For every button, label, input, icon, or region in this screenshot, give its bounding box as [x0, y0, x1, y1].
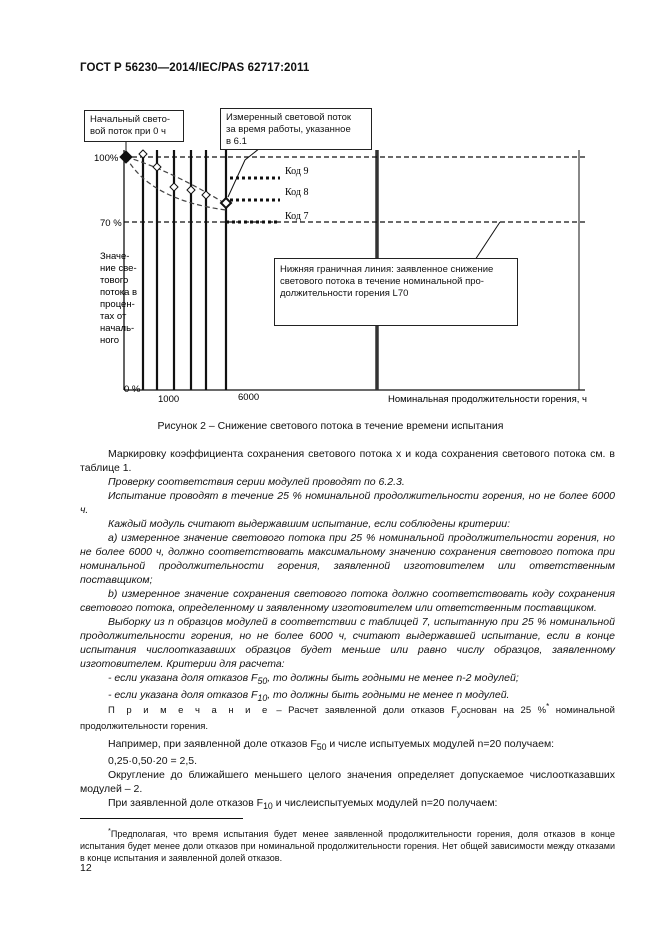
x-label-6000: 6000	[238, 392, 260, 403]
paragraph: b) измеренное значение сохранения светового потока должно соответствовать коду сохранения светового потока, определенному и заявленному изготовителем или ответственным поставщиком.	[80, 588, 615, 614]
diamond-marker	[202, 191, 210, 199]
criterion-f10: - если указана доля отказов $F_{10}$, то должны быть годными не менее n модулей.	[108, 689, 510, 704]
y-label-100: 100%	[94, 153, 119, 164]
example-1: Например, при заявленной доле отказов $F_{50}$ и числе испытуемых модулей n=20 получаем:	[108, 738, 555, 753]
example-1-calc: 0,25·0,50·20 = 2,5.	[108, 755, 198, 768]
y-axis-title: Значе- ние све- тового потока в процен- тах от началь- ного	[100, 251, 138, 346]
example-3: При заявленной доле отказов $F_{10}$ и числеиспытуемых модулей n=20 получаем:	[108, 797, 498, 812]
code-7-label: Код 7	[285, 211, 309, 222]
paragraph: Испытание проводят в течение 25 % номинальной продолжительности горения, но не более 6000 ч.	[80, 490, 615, 516]
y-label-70: 70 %	[100, 218, 122, 229]
x-axis-title: Номинальная продолжительности горения, ч	[388, 394, 587, 405]
paragraph: Маркировку коэффициента сохранения светового потока x и кода сохранения светового потока см. в таблице 1.	[80, 448, 615, 474]
callout-measured-flux: Измеренный световой поток за время работы, указанное в 6.1	[220, 108, 372, 150]
example-text	[80, 737, 615, 813]
diamond-marker	[187, 186, 195, 194]
paragraph: a) измеренное значение светового потока при 25 % номинальной продолжительности горения, но не более 6000 ч, должно соответствовать максимальному значению сохранения светового потока при номинальной продолжительности горения, заявленной изготовителем или ответственным поставщиком;	[80, 532, 615, 586]
note: П р и м е ч а н и е – Расчет заявленной доли отказов $F_yоснован$ на 25 %* номинальной продолжительности горения.	[80, 702, 615, 733]
diamond-marker	[120, 151, 132, 163]
decay-curve-lower	[126, 157, 226, 210]
decay-curve-upper	[126, 157, 226, 204]
diamond-marker	[221, 198, 231, 208]
footnote-separator	[80, 818, 243, 819]
paragraph: Проверку соответствия серии модулей проводят по 6.2.3.	[108, 476, 405, 488]
page-number: 12	[80, 862, 92, 874]
callout-leader-lower	[475, 222, 500, 260]
code-9-label: Код 9	[285, 166, 309, 177]
callout-leader-measured	[228, 148, 260, 197]
paragraph: Каждый модуль считают выдержавшим испытание, если соблюдены критерии:	[108, 518, 511, 530]
callout-lower-boundary: Нижняя граничная линия: заявленное снижение светового потока в течение номинальной про- должительности горения L70	[274, 258, 518, 326]
figure-caption: Рисунок 2 – Снижение светового потока в течение времени испытания	[157, 420, 504, 432]
paragraph: Выборку из n образцов модулей в соответствии с таблицей 7, испытанную при 25 % номинальной продолжительности горения, но не более 6000 ч, считают выдержавшей испытание, если в конце испытания числоотказавших образцов будет меньше или равно числу образцов, заявленному изготовителем. Критерии для расчета:	[80, 616, 615, 670]
code-8-label: Код 8	[285, 187, 309, 198]
callout-initial-flux: Начальный свето- вой поток при 0 ч	[84, 110, 184, 142]
footnote: *Предполагая, что время испытания будет менее заявленной продолжительности горения, доля отказов в конце испытания будет менее доли отказов при номинальной продолжительности горения. Нет общей зависимости между отказами в конце испытания и заявленной долей отказов.	[80, 826, 615, 863]
example-2: Округление до ближайшего меньшего целого значения определяет допускаемое числоотказавших модулей – 2.	[80, 769, 615, 796]
diamond-marker	[170, 183, 178, 191]
y-label-0: 0 %	[124, 384, 141, 395]
body-text	[80, 447, 615, 705]
document-header: ГОСТ Р 56230—2014/IEC/PAS 62717:2011	[80, 62, 310, 74]
x-label-1000: 1000	[158, 394, 180, 405]
criterion-f50: - если указана доля отказов $F_{50}$, то должны быть годными не менее n-2 модулей;	[108, 672, 519, 687]
